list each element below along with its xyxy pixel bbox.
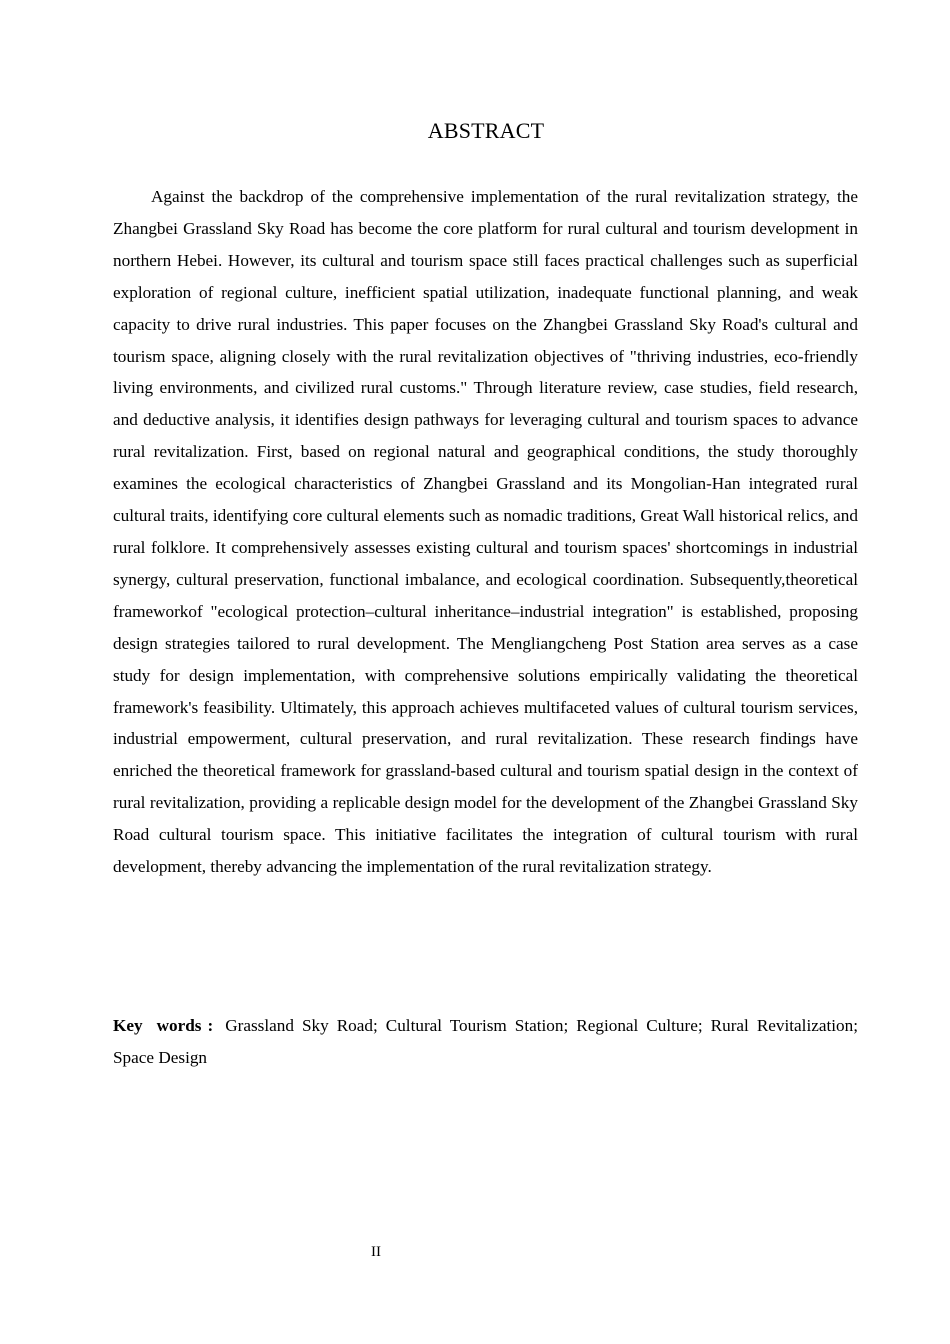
page-number: II — [371, 1244, 381, 1260]
keywords-list: Grassland Sky Road; Cultural Tourism Station; Regional Culture; Rural Revitalization; Space Design — [113, 1016, 859, 1067]
abstract-body: Against the backdrop of the comprehensive implementation of the rural revitalization strategy, the Zhangbei Grassland Sky Road has become the core platform for rural cultural and tourism development in northern Hebei. However, its cultural and tourism space still faces practical challenges such as superficial exploration of regional culture, inefficient spatial utilization, inadequate functional planning, and weak capacity to drive rural industries. This paper focuses on the Zhangbei Grassland Sky Road's cultural and tourism space, aligning closely with the rural revitalization objectives of "thriving industries, eco-friendly living environments, and civilized rural customs." Through literature review, case studies, field research, and deductive analysis, it identifies design pathways for leveraging cultural and tourism spaces to advance rural revitalization. First, based on regional natural and geographical conditions, the study thoroughly examines the ecological characteristics of Zhangbei Grassland and its Mongolian-Han integrated rural cultural traits, identifying core cultural elements such as nomadic traditions, Great Wall historical relics, and rural folklore. It comprehensively assesses existing cultural and tourism spaces' shortcomings in industrial synergy, cultural preservation, functional imbalance, and ecological coordination. Subsequently,theoretical frameworkof "ecological protection–cultural inheritance–industrial integration" is established, proposing design strategies tailored to rural development. The Mengliangcheng Post Station area serves as a case study for design implementation, with comprehensive solutions empirically validating the theoretical framework's feasibility. Ultimately, this approach achieves multifaceted values of cultural tourism services, industrial empowerment, cultural preservation, and rural revitalization. These research findings have enriched the theoretical framework for grassland-based cultural and tourism spatial design in the context of rural revitalization, providing a replicable design model for the development of the Zhangbei Grassland Sky Road cultural tourism space. This initiative facilitates the integration of cultural tourism with rural development, thereby advancing the implementation of the rural revitalization strategy. — [113, 187, 858, 877]
keywords-colon: : — [207, 1016, 214, 1035]
keywords-label: Key words — [113, 1016, 202, 1035]
abstract-title: ABSTRACT — [427, 118, 545, 143]
keywords-paragraph — [113, 1010, 858, 1074]
